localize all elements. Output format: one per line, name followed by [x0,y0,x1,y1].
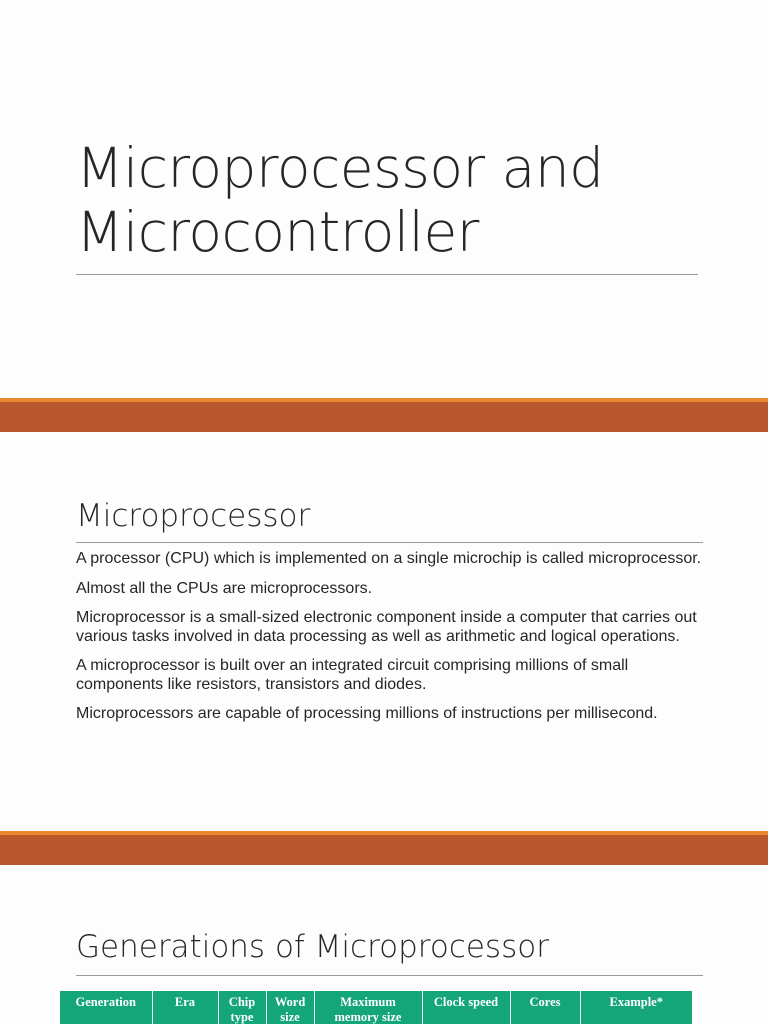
bullet-item: Microprocessor is a small-sized electronic component inside a computer that carries out various tasks involved in data processing as well as arithmetic and logical operations. [76,609,697,645]
slide-separator-band [0,831,768,865]
table-header-cell: Era [152,991,218,1024]
slide-heading: Generations of Microprocessor [76,929,549,965]
table-header-row [60,991,692,1024]
slide-title [0,0,768,398]
table-header-cell: Maximum memory size [314,991,422,1024]
table-header-cell: Cores [510,991,580,1024]
heading-divider [76,542,703,543]
title-line-1: Microprocessor and [76,136,604,200]
presentation-title [76,136,716,264]
bullet-item: Almost all the CPUs are microprocessors. [76,579,373,597]
table-header-cell: Word size [266,991,314,1024]
generations-table [60,991,692,1024]
bullet-item: A microprocessor is built over an integrated circuit comprising millions of small components like resistors, transistors and diodes. [76,657,629,693]
bullet-item: A processor (CPU) which is implemented on a single microchip is called microprocessor. [76,550,702,567]
table-header-cell: Clock speed [422,991,510,1024]
bullet-list [76,550,704,735]
title-line-2: Microcontroller [76,200,479,264]
bullet-item: Microprocessors are capable of processing millions of instructions per millisecond. [76,705,658,722]
title-divider [76,274,698,275]
slide-generations [0,865,768,1024]
table-header-cell: Chip type [218,991,266,1024]
slide-microprocessor [0,432,768,831]
slide-separator-band [0,398,768,432]
table-header-cell: Generation [60,991,152,1024]
slide-heading: Microprocessor [76,498,311,534]
table-header-cell: Example* [609,995,663,1009]
heading-divider [76,975,703,976]
